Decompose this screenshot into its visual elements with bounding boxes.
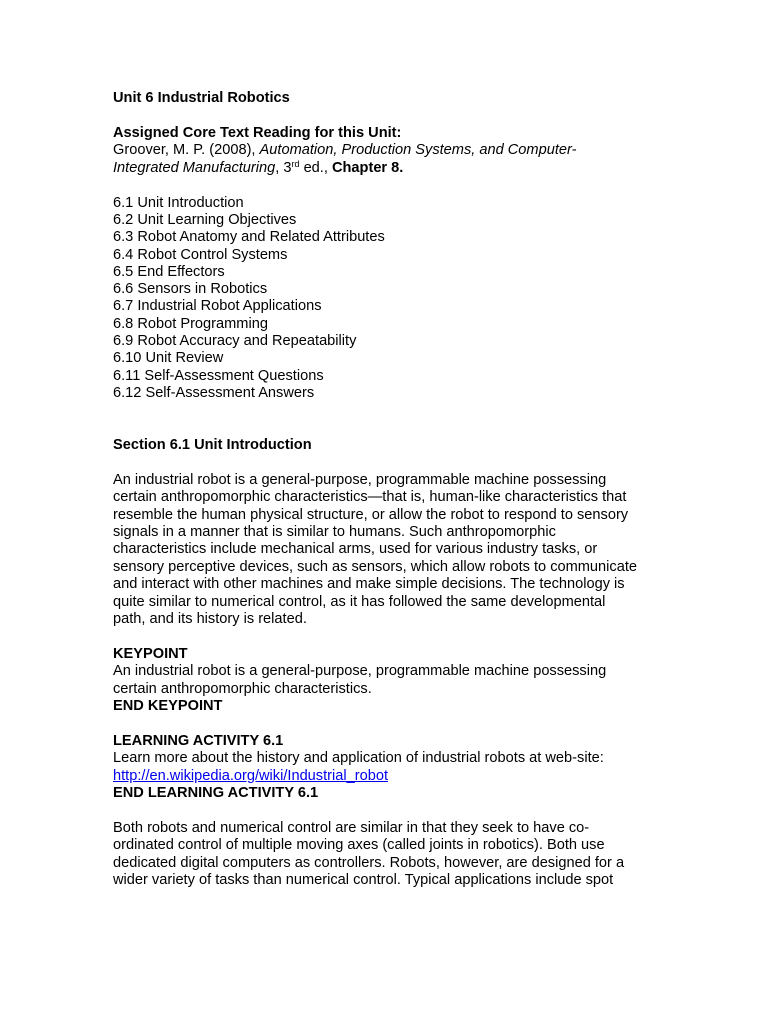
spacer (113, 628, 673, 645)
reading-citation-line-2 (113, 160, 673, 177)
paragraph-line: certain anthropomorphic characteristics—that is, human-like characteristics that (113, 489, 627, 506)
unit-title: Unit 6 Industrial Robotics (113, 90, 290, 106)
reading-citation-line-1 (113, 142, 673, 159)
activity-line: Learn more about the history and application of industrial robots at web-site: (113, 750, 604, 767)
citation-book-title-part-1: Automation, Production Systems, and Computer- (259, 142, 577, 159)
toc-item: 6.11 Self-Assessment Questions (113, 367, 324, 384)
toc-item: 6.9 Robot Accuracy and Repeatability (113, 332, 357, 349)
paragraph-line: and interact with other machines and make simple decisions. The technology is (113, 576, 625, 593)
final-paragraph (113, 820, 673, 890)
toc-item: 6.10 Unit Review (113, 350, 224, 367)
toc-item: 6.7 Industrial Robot Applications (113, 298, 322, 315)
toc-item: 6.6 Sensors in Robotics (113, 281, 268, 298)
toc-item: 6.2 Unit Learning Objectives (113, 211, 297, 228)
section-heading: Section 6.1 Unit Introduction (113, 436, 312, 453)
citation-edition-suffix: rd (291, 158, 300, 169)
toc-item: 6.5 End Effectors (113, 263, 225, 280)
paragraph-line: characteristics include mechanical arms, used for various industry tasks, or (113, 541, 598, 558)
spacer (113, 715, 673, 732)
learning-activity (113, 733, 673, 803)
keypoint-start: KEYPOINT (113, 645, 188, 662)
toc-item: 6.12 Self-Assessment Answers (113, 384, 315, 401)
paragraph-line: An industrial robot is a general-purpose, programmable machine possessing (113, 471, 607, 488)
table-of-contents (113, 195, 673, 403)
paragraph-line: dedicated digital computers as controllers. Robots, however, are designed for a (113, 854, 625, 871)
activity-link-line (113, 768, 673, 785)
toc-item: 6.8 Robot Programming (113, 315, 268, 332)
paragraph-line: path, and its history is related. (113, 611, 307, 627)
keypoint-end: END KEYPOINT (113, 698, 223, 715)
activity-end: END LEARNING ACTIVITY 6.1 (113, 785, 319, 802)
reading-heading: Assigned Core Text Reading for this Unit: (113, 124, 402, 141)
intro-paragraph (113, 472, 673, 629)
paragraph-line: Both robots and numerical control are similar in that they seek to have co- (113, 819, 590, 836)
spacer (113, 402, 673, 419)
citation-author: Groover, M. P. (2008), (113, 142, 260, 159)
paragraph-line: resemble the human physical structure, or allow the robot to respond to sensory (113, 506, 629, 523)
spacer (113, 420, 673, 437)
spacer (113, 454, 673, 471)
toc-item: 6.3 Robot Anatomy and Related Attributes (113, 229, 385, 246)
paragraph-line: quite similar to numerical control, as it has followed the same developmental (113, 593, 606, 610)
citation-edition-number: , 3 (275, 159, 292, 176)
document-page (113, 90, 673, 889)
wikipedia-link[interactable]: http://en.wikipedia.org/wiki/Industrial_robot (113, 767, 388, 784)
citation-edition-label: ed., (299, 159, 332, 176)
activity-start: LEARNING ACTIVITY 6.1 (113, 732, 284, 749)
spacer (113, 177, 673, 195)
paragraph-line: sensory perceptive devices, such as sensors, which allow robots to communicate (113, 558, 637, 575)
keypoint-line: An industrial robot is a general-purpose, programmable machine possessing (113, 663, 607, 680)
toc-item: 6.1 Unit Introduction (113, 194, 244, 211)
spacer (113, 107, 673, 124)
spacer (113, 802, 673, 819)
keypoint-line: certain anthropomorphic characteristics. (113, 680, 372, 697)
paragraph-line: wider variety of tasks than numerical control. Typical applications include spot (113, 872, 614, 889)
citation-book-title-part-2: Integrated Manufacturing (113, 159, 276, 176)
citation-chapter: Chapter 8. (331, 159, 404, 176)
paragraph-line: signals in a manner that is similar to humans. Such anthropomorphic (113, 523, 556, 540)
toc-item: 6.4 Robot Control Systems (113, 246, 288, 263)
keypoint-box (113, 646, 673, 716)
paragraph-line: ordinated control of multiple moving axes (called joints in robotics). Both use (113, 837, 605, 854)
